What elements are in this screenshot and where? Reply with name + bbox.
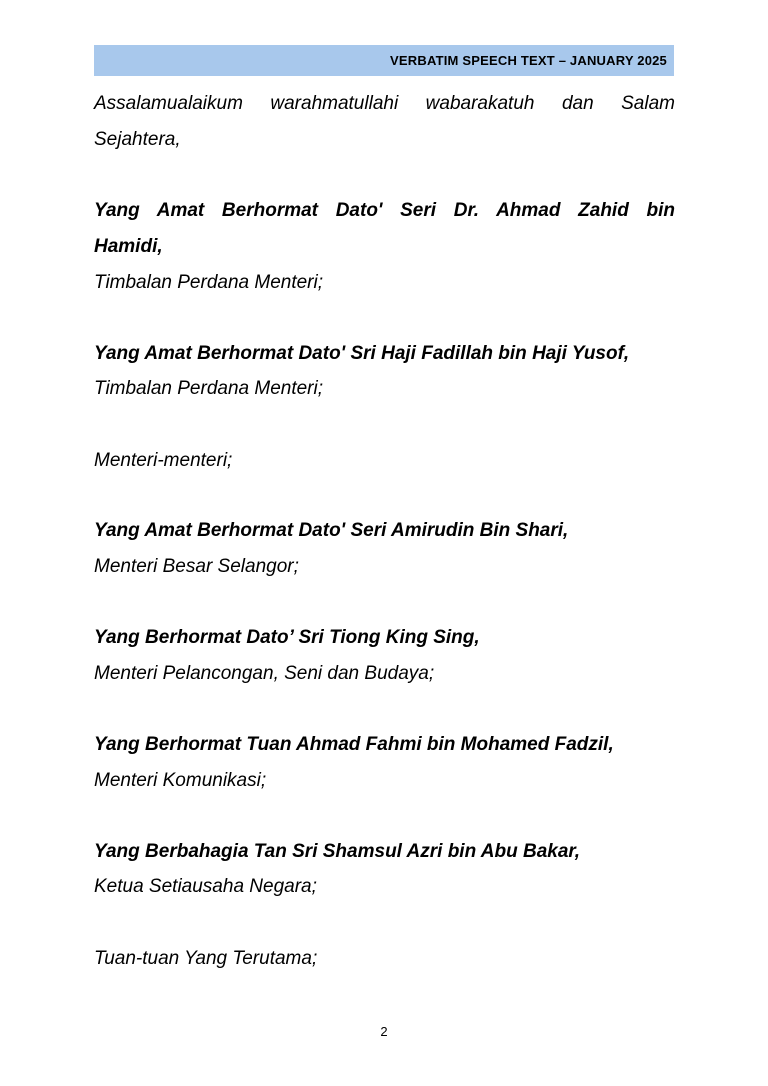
addressee-role: Ketua Setiausaha Negara; [94,876,317,897]
addressee-name: Yang Berhormat Dato’ Sri Tiong King Sing, [94,627,480,648]
addressee-role: Timbalan Perdana Menteri; [94,272,324,293]
addressee-name-line-1: Yang Amat Berhormat Dato' Seri Dr. Ahmad Zahid bin [94,200,675,221]
page-header [94,45,674,76]
addressee-role: Menteri Komunikasi; [94,770,267,791]
addressee-name: Yang Amat Berhormat Dato' Seri Amirudin Bin Shari, [94,520,569,541]
greeting-line-1: Assalamualaikum warahmatullahi wabarakatuh dan Salam [94,93,675,114]
addressee-role: Timbalan Perdana Menteri; [94,378,324,399]
addressee-group-label: Menteri-menteri; [94,450,233,471]
addressee-role: Menteri Pelancongan, Seni dan Budaya; [94,663,435,684]
page-number: 2 [380,1024,388,1039]
addressee-role: Menteri Besar Selangor; [94,556,299,577]
addressee-group-label: Tuan-tuan Yang Terutama; [94,948,318,969]
addressee-name: Yang Amat Berhormat Dato' Sri Haji Fadillah bin Haji Yusof, [94,343,630,364]
addressee-name-line-2: Hamidi, [94,236,163,257]
addressee-name: Yang Berhormat Tuan Ahmad Fahmi bin Mohamed Fadzil, [94,734,614,755]
header-title: VERBATIM SPEECH TEXT – JANUARY 2025 [390,53,667,68]
greeting-line-2: Sejahtera, [94,129,181,150]
addressee-name: Yang Berbahagia Tan Sri Shamsul Azri bin Abu Bakar, [94,841,581,862]
